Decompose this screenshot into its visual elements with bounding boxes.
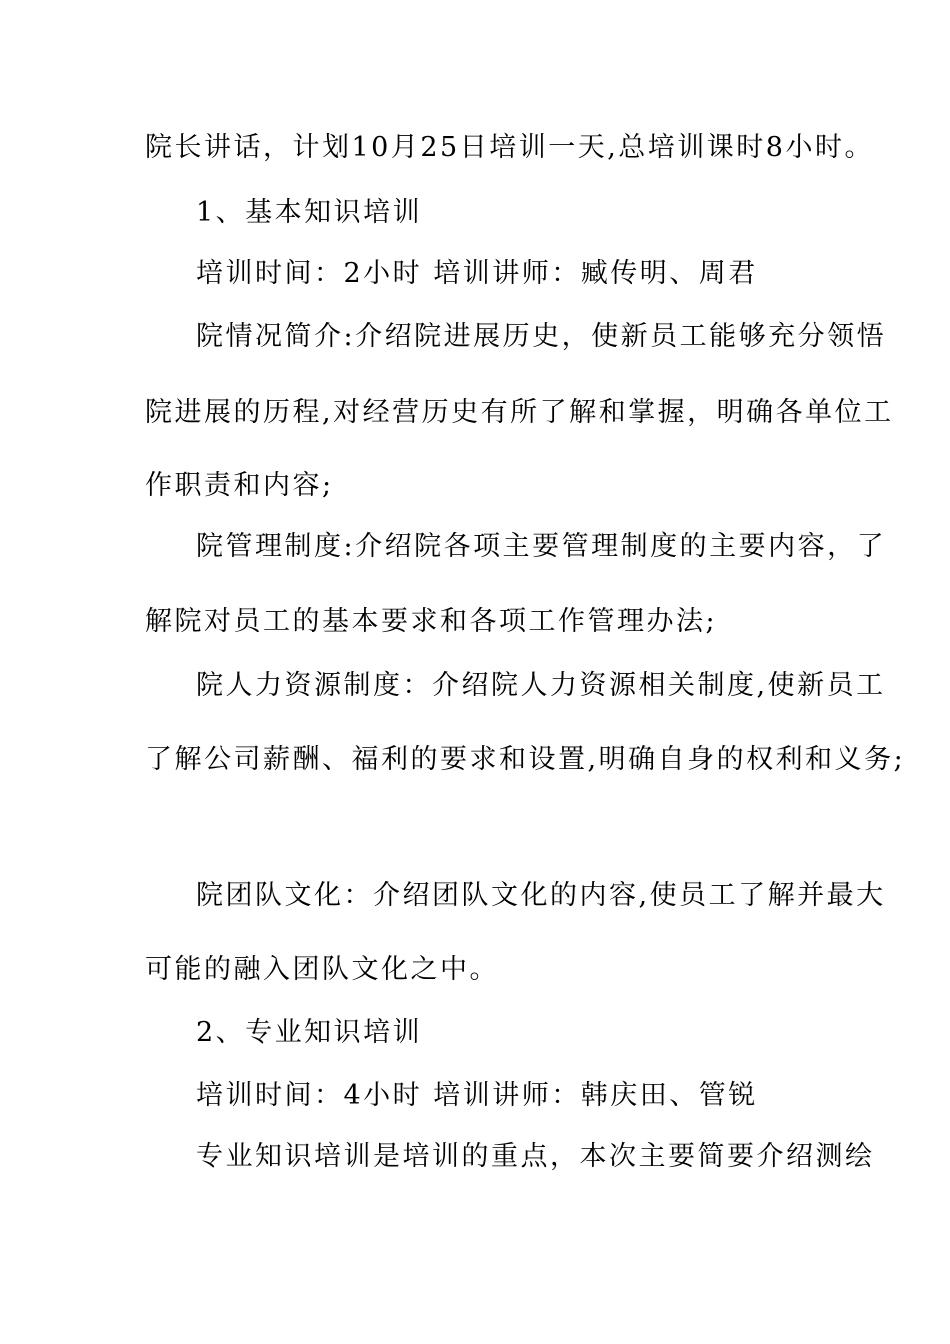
paragraph-line: 可能的融入团队文化之中。 xyxy=(145,954,499,985)
paragraph-line: 院情况简介:介绍院进展历史，使新员工能够充分领悟 xyxy=(196,321,887,352)
training-schedule-line: 培训时间：4小时 培训讲师：韩庆田、管锐 xyxy=(196,1080,758,1111)
paragraph-line: 院人力资源制度：介绍院人力资源相关制度,使新员工 xyxy=(196,670,886,701)
paragraph-line: 院团队文化：介绍团队文化的内容,使员工了解并最大 xyxy=(196,880,886,911)
paragraph-line: 院管理制度:介绍院各项主要管理制度的主要内容，了 xyxy=(196,531,887,562)
training-schedule-line: 培训时间：2小时 培训讲师：臧传明、周君 xyxy=(196,258,758,289)
paragraph-line: 专业知识培训是培训的重点，本次主要简要介绍测绘 xyxy=(196,1141,875,1172)
paragraph-line: 作职责和内容; xyxy=(145,470,334,501)
paragraph-line: 解院对员工的基本要求和各项工作管理办法; xyxy=(145,606,718,637)
section-heading-professional: 2、专业知识培训 xyxy=(196,1017,423,1048)
paragraph-line: 院长讲话，计划10月25日培训一天,总培训课时8小时。 xyxy=(145,132,874,163)
paragraph-line: 院进展的历程,对经营历史有所了解和掌握，明确各单位工 xyxy=(145,397,894,428)
paragraph-line: 了解公司薪酬、福利的要求和设置,明确自身的权利和义务; xyxy=(145,744,906,775)
section-heading-basic: 1、基本知识培训 xyxy=(196,197,423,228)
